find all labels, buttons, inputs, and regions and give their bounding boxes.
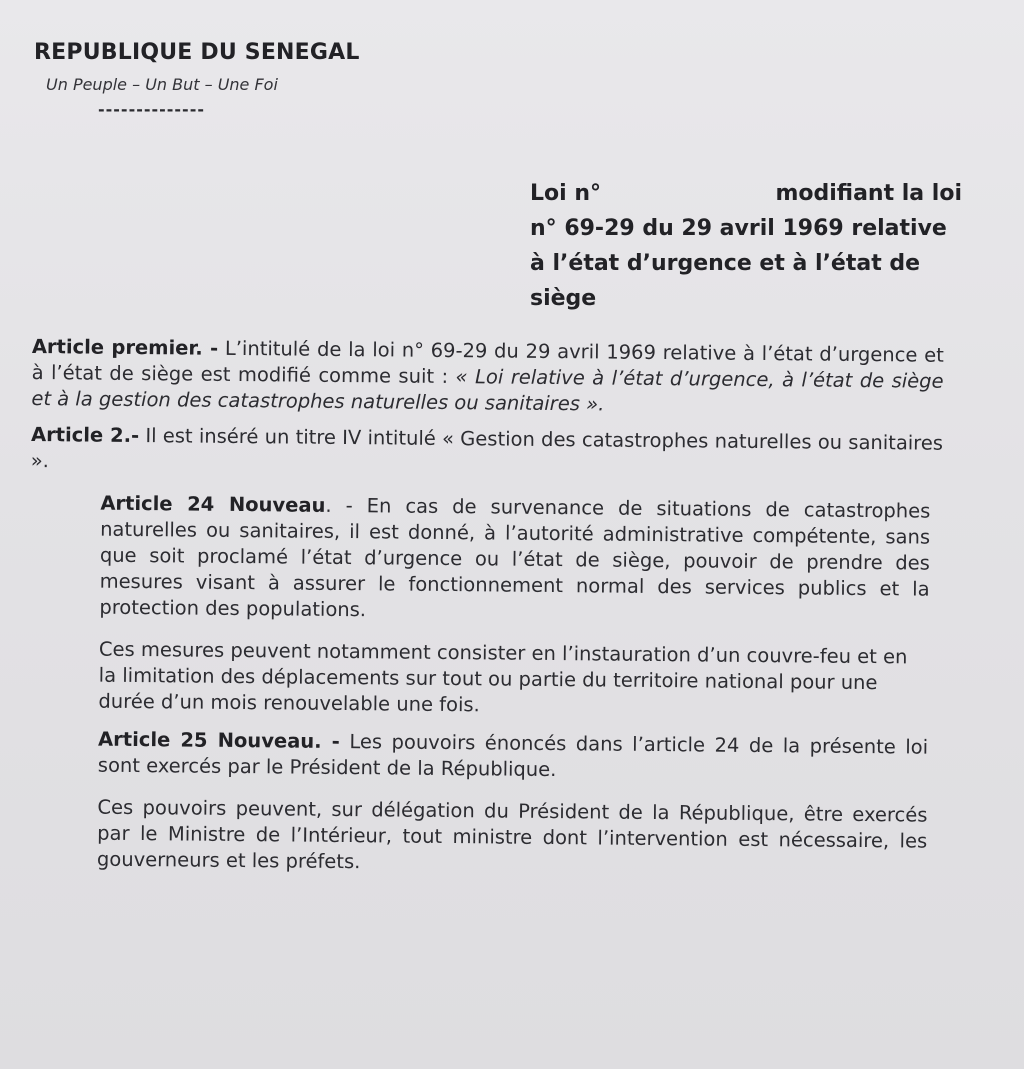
country-name: REPUBLIQUE DU SENEGAL bbox=[34, 40, 360, 65]
law-title-line-2: n° 69-29 du 29 avril 1969 relative bbox=[530, 216, 947, 241]
law-title-line-3: à l’état d’urgence et à l’état de bbox=[530, 251, 921, 276]
article-24-paragraph-2: Ces mesures peuvent notamment consister en l’instauration d’un couvre-feu et en la limitation des déplacements sur tout ou partie du territoire national pour une durée d’un mois renouvelable une fois. bbox=[98, 637, 908, 717]
letterhead bbox=[34, 40, 360, 119]
law-body bbox=[27, 334, 944, 881]
law-title-line-1 bbox=[530, 176, 962, 211]
article-25-paragraph-2: Ces pouvoirs peuvent, sur délégation du Président de la République, être exercés par le Ministre de l’Intérieur, tout ministre dont l’intervention est nécessaire, les gouverneurs et les préfets. bbox=[96, 795, 928, 874]
article-2-text: Il est inséré un titre IV intitulé « Gestion des catastrophes naturelles ou sanitaires ». bbox=[30, 424, 944, 473]
law-title bbox=[530, 176, 962, 316]
national-motto: Un Peuple – Un But – Une Foi bbox=[46, 75, 278, 94]
law-number-label: Loi n° bbox=[530, 181, 601, 206]
article-premier-label: Article premier. - bbox=[31, 334, 219, 360]
article-premier-text: L’intitulé de la loi n° 69-29 du 29 avril 1969 relative à l’état d’urgence et à l’état de siège est modifié comme suit : bbox=[31, 336, 944, 389]
article-premier-new-title: « Loi relative à l’état d’urgence, à l’état de siège et à la gestion des catastrophes naturelles ou sanitaires ». bbox=[31, 365, 944, 416]
article-premier bbox=[31, 334, 944, 421]
article-24-label: Article 24 Nouveau bbox=[100, 491, 326, 517]
article-25-text: Les pouvoirs énoncés dans l’article 24 de la présente loi sont exercés par le Président de la République. bbox=[97, 729, 929, 782]
article-24 bbox=[99, 491, 930, 629]
article-2 bbox=[31, 422, 943, 483]
article-2-label: Article 2.- bbox=[30, 422, 140, 448]
article-25 bbox=[98, 727, 928, 787]
law-title-line-4: siège bbox=[530, 286, 597, 311]
article-24-text: . - En cas de survenance de situations de catastrophes naturelles ou sanitaires, il est donné, à l’autorité administrative compétente, sans que soit proclamé l’état d’urgence ou l’état de siège, pouvoir de prendre des mesures visant à assurer le fonctionnement normal des services publics et la protection des populations. bbox=[99, 493, 931, 622]
header-separator: -------------- bbox=[98, 100, 205, 119]
article-25-label: Article 25 Nouveau. - bbox=[98, 727, 340, 753]
law-title-modifying: modifiant la loi bbox=[775, 181, 962, 206]
